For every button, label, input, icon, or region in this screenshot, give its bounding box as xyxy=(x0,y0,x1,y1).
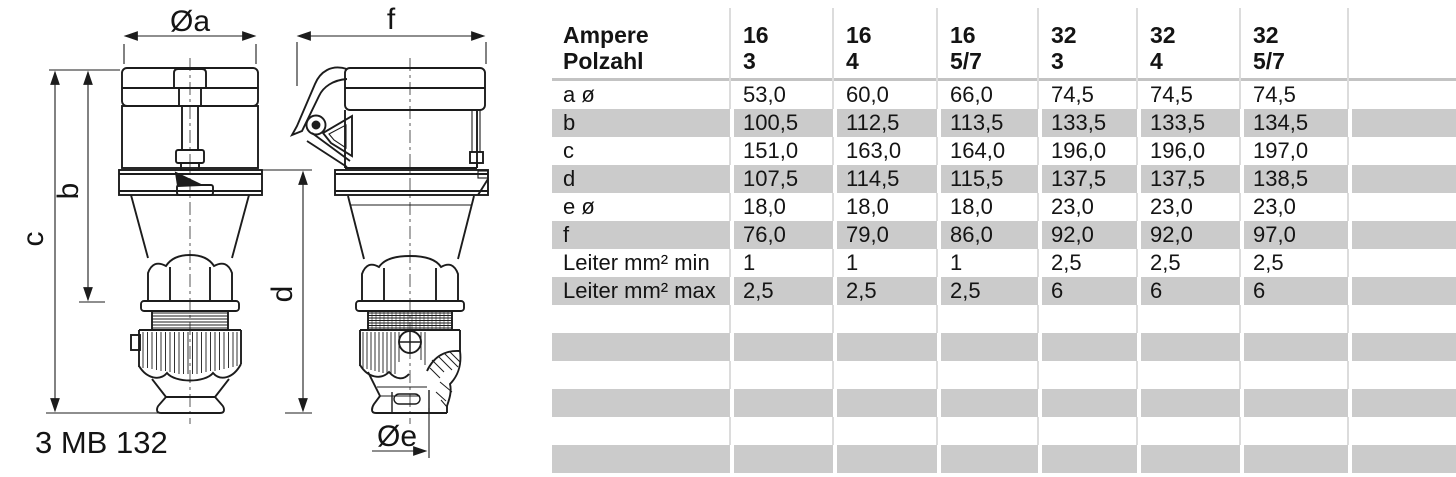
value-cell: 2,5 xyxy=(1051,250,1082,275)
hinge-bracket xyxy=(323,116,352,156)
value-cell: 133,5 xyxy=(1038,109,1137,137)
value-cell: 79,0 xyxy=(833,221,937,249)
header-title-line1: Ampere xyxy=(563,22,649,48)
value-cell: 100,5 xyxy=(730,109,833,137)
value-cell: 2,5 xyxy=(730,277,833,305)
row-label: b xyxy=(552,109,730,137)
value-cell: 112,5 xyxy=(833,109,937,137)
dim-label-a: Øa xyxy=(169,5,211,38)
header-cell: 32 4 xyxy=(1150,22,1176,74)
value-cell: 115,5 xyxy=(937,165,1038,193)
value-cell: 137,5 xyxy=(1137,165,1240,193)
value-cell: 23,0 xyxy=(1051,194,1094,219)
dim-label-e: Øe xyxy=(376,420,418,453)
empty-cell xyxy=(1348,165,1456,193)
empty-cell xyxy=(1348,277,1456,305)
header-cell: 32 5/7 xyxy=(1253,22,1285,74)
value-cell: 74,5 xyxy=(1051,82,1094,107)
value-cell: 151,0 xyxy=(743,138,799,163)
value-cell: 53,0 xyxy=(743,82,786,107)
value-cell: 1 xyxy=(846,250,859,275)
value-cell: 2,5 xyxy=(833,277,937,305)
cutaway-edge xyxy=(427,330,460,371)
header-cell: 32 3 xyxy=(1051,22,1077,74)
empty-cell xyxy=(1348,109,1456,137)
value-cell: 196,0 xyxy=(1051,138,1107,163)
value-cell: 23,0 xyxy=(1253,194,1296,219)
row-label: a ø xyxy=(563,82,595,107)
value-cell: 1 xyxy=(743,250,756,275)
dim-label-d: d xyxy=(266,285,299,303)
technical-drawing xyxy=(0,0,545,477)
dim-label-b: b xyxy=(52,182,85,200)
center-lines xyxy=(190,58,410,424)
value-cell: 163,0 xyxy=(846,138,902,163)
value-cell: 196,0 xyxy=(1150,138,1206,163)
empty-cell xyxy=(1348,193,1456,221)
value-cell: 74,5 xyxy=(1150,82,1193,107)
spec-table xyxy=(552,8,1456,473)
value-cell: 6 xyxy=(1038,277,1137,305)
row-label: e ø xyxy=(563,194,595,219)
row-label: Leiter mm² max xyxy=(552,277,730,305)
value-cell: 76,0 xyxy=(730,221,833,249)
empty-cell xyxy=(1348,249,1456,277)
empty-cell xyxy=(1348,221,1456,249)
value-cell: 6 xyxy=(1240,277,1348,305)
value-cell: 2,5 xyxy=(1150,250,1181,275)
value-cell: 18,0 xyxy=(846,194,889,219)
empty-cell xyxy=(1348,137,1456,165)
dimension-lines xyxy=(46,36,486,458)
value-cell: 137,5 xyxy=(1038,165,1137,193)
header-cell-empty xyxy=(1348,8,1456,78)
value-cell: 138,5 xyxy=(1240,165,1348,193)
left-view-coupling xyxy=(119,68,262,413)
value-cell: 97,0 xyxy=(1240,221,1348,249)
row-label: f xyxy=(552,221,730,249)
value-cell: 18,0 xyxy=(743,194,786,219)
header-title-line2: Polzahl xyxy=(563,48,644,74)
value-cell: 197,0 xyxy=(1253,138,1309,163)
value-cell: 133,5 xyxy=(1137,109,1240,137)
value-cell: 6 xyxy=(1137,277,1240,305)
value-cell: 1 xyxy=(950,250,963,275)
row-label: Leiter mm² min xyxy=(563,250,710,275)
model-number: 3 MB 132 xyxy=(35,425,168,460)
header-title-cell xyxy=(552,8,730,78)
value-cell: 86,0 xyxy=(937,221,1038,249)
header-cell: 16 5/7 xyxy=(950,22,982,74)
value-cell: 74,5 xyxy=(1253,82,1296,107)
value-cell: 107,5 xyxy=(730,165,833,193)
dim-label-c: c xyxy=(17,231,50,247)
value-cell: 18,0 xyxy=(950,194,993,219)
value-cell: 60,0 xyxy=(846,82,889,107)
empty-cell xyxy=(1348,81,1456,109)
row-label: d xyxy=(552,165,730,193)
value-cell: 23,0 xyxy=(1150,194,1193,219)
value-cell: 66,0 xyxy=(950,82,993,107)
value-cell: 92,0 xyxy=(1137,221,1240,249)
value-cell: 114,5 xyxy=(833,165,937,193)
value-cell: 113,5 xyxy=(937,109,1038,137)
value-cell: 92,0 xyxy=(1038,221,1137,249)
cable-bell-side xyxy=(368,372,447,413)
header-cell: 16 3 xyxy=(743,22,769,74)
header-cell: 16 4 xyxy=(846,22,872,74)
value-cell: 2,5 xyxy=(937,277,1038,305)
value-cell: 2,5 xyxy=(1253,250,1284,275)
dim-label-f: f xyxy=(386,3,396,36)
value-cell: 164,0 xyxy=(950,138,1006,163)
value-cell: 134,5 xyxy=(1240,109,1348,137)
row-label: c xyxy=(563,138,574,163)
cap-side xyxy=(345,68,485,110)
